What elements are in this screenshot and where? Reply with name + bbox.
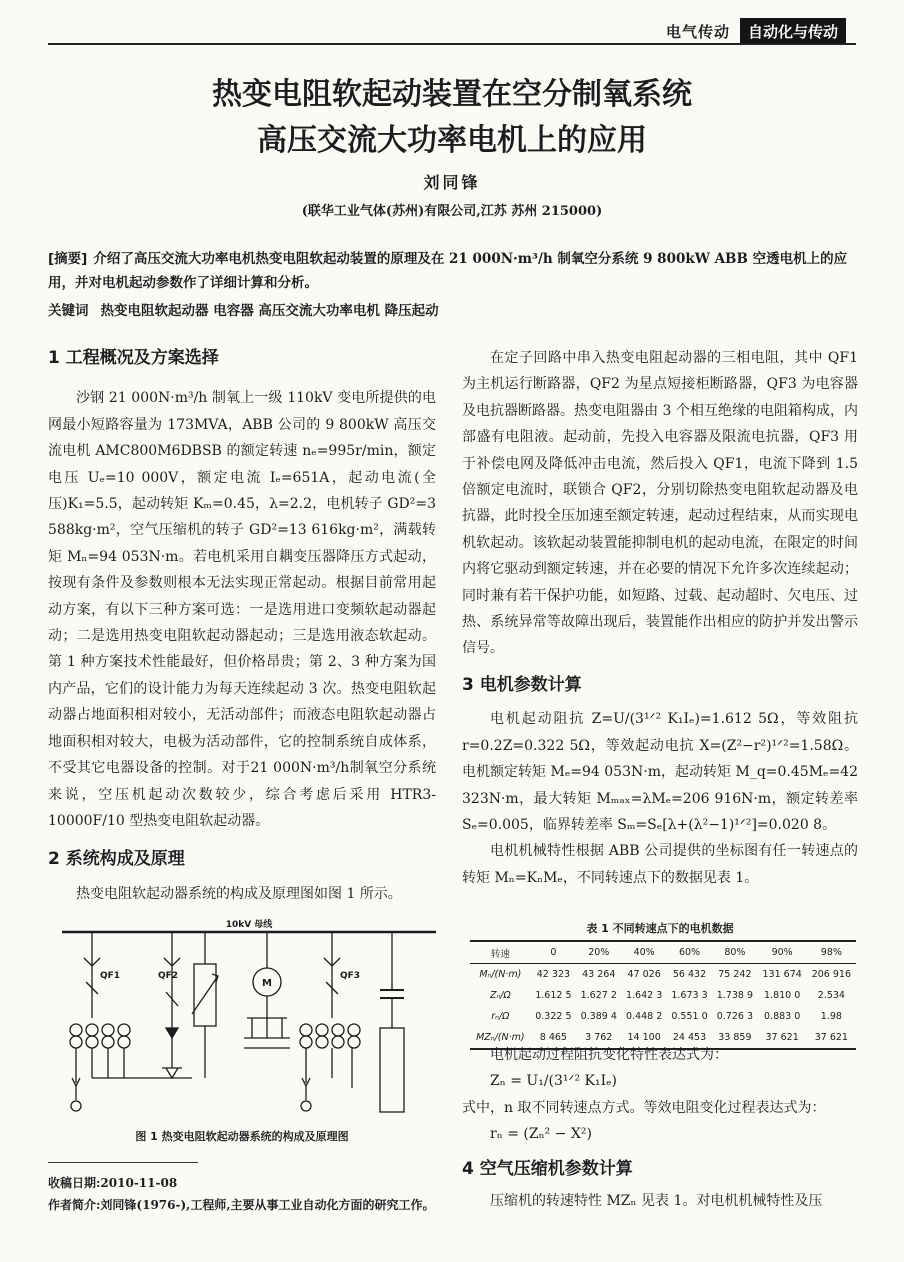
section-3-paragraph-1: 电机起动阻抗 Z=U/(3¹ᐟ² K₁Iₑ)=1.612 5Ω，等效阻抗 r=0.2Z=0.322 5Ω，等效起动电抗 X=(Z²−r²)¹ᐟ²=1.58Ω。电机额定转矩 Mₑ=94 053N·m，起动转矩 M_q=0.45Mₑ=42 323N·m，最大转矩 Mₘₐₓ=λMₑ=206 916N·m，额定转差率 Sₑ=0.005，临界转差率 Sₘ=Sₑ[λ+(λ²−1)¹ᐟ²]=0.020 8。 <box>462 711 858 833</box>
table-header-cell: 0 <box>531 941 576 964</box>
table-header-cell: 20% <box>576 941 621 964</box>
header-section: 电气传动 <box>665 23 730 41</box>
table-cell: 75 242 <box>718 969 752 980</box>
table-cell: 37 621 <box>758 1027 807 1049</box>
table-cell: 0.322 5 <box>535 1011 572 1022</box>
abstract-label: [摘要] <box>48 251 88 267</box>
table-cell: 1.810 0 <box>764 990 801 1001</box>
table-row <box>470 964 856 986</box>
section-2-paragraph: 热变电阻软起动器系统的构成及原理图如图 1 所示。 <box>76 885 402 902</box>
affiliation: (联华工业气体(苏州)有限公司,江苏 苏州 215000) <box>301 204 603 219</box>
table-cell: 2.534 <box>817 990 845 1001</box>
table-cell: 14 100 <box>621 1027 666 1049</box>
author-bio: 作者简介:刘同锋(1976-),工程师,主要从事工业自动化方面的研究工作。 <box>48 1198 435 1212</box>
reactor-box <box>380 1028 404 1112</box>
table-header-cell: 90% <box>758 941 807 964</box>
table-cell: 0.726 3 <box>716 1011 753 1022</box>
figure-1-schematic <box>62 918 436 1128</box>
abstract-text: 介绍了高压交流大功率电机热变电阻软起动装置的原理及在 21 000N·m³/h 制氧空分系统 9 800kW ABB 空透电机上的应用，并对电机起动参数作了详细计算和分析。 <box>48 251 848 291</box>
section-4-paragraph: 压缩机的转速特性 MZₙ 见表 1。对电机机械特性及压 <box>490 1193 823 1210</box>
table-1-caption: 表 1 不同转速点下的电机数据 <box>586 922 734 935</box>
bus-label: 10kV 母线 <box>225 920 273 930</box>
title-line-1: 热变电阻软起动装置在空分制氧系统 <box>212 77 692 112</box>
table-cell: 33 859 <box>712 1027 757 1049</box>
table-cell: 24 453 <box>667 1027 712 1049</box>
figure-1-caption: 图 1 热变电阻软起动器系统的构成及原理图 <box>135 1130 349 1143</box>
table-1 <box>470 940 856 1050</box>
section-3-heading: 3 电机参数计算 <box>462 674 582 695</box>
keywords-text: 热变电阻软起动器 电容器 高压交流大功率电机 降压起动 <box>100 303 439 319</box>
right-column-top <box>462 345 858 891</box>
table-cell: 1.627 2 <box>580 990 617 1001</box>
section-1-paragraph: 沙钢 21 000N·m³/h 制氧上一级 110kV 变电所提供的电网最小短路容量为 173MVA，ABB 公司的 9 800kW 高压交流电机 AMC800M6DBSB 的额定转速 nₑ=995r/min，额定电压 Uₑ=10 000V，额定电流 Iₑ=651A，起动电流(全压)K₁=5.5，起动转矩 Kₘ=0.45，λ=2.2，电机转子 GD²=3 588kg·m²，空气压缩机的转子 GD²=13 616kg·m²，满载转矩 Mₙ=94 053N·m。若电机采用自耦变压器降压方式起动，按现有条件及参数则根本无法实现正常起动。根据目前常用起动方案，有以下三种方案可选：一是选用进口变频软起动器起动；二是选用热变电阻软起动器起动；三是选用液态软起动。第 1 种方案技术性能最好，但价格昂贵；第 2、3 种方案为国内产品，它们的设计能力为每天连续起动 3 次。热变电阻软起动器占地面积相对较小，无活动部件；而液态电阻软起动器占地面积相对较大，电极为活动部件，它的控制系统自成体系，不受其它电器设备的控制。对于21 000N·m³/h制氧空分系统来说，空压机起动次数较少，综合考虑后采用 HTR3-10000F/10 型热变电阻软起动器。 <box>48 390 436 829</box>
formula-z: Zₙ = U₁/(3¹ᐟ² K₁Iₑ) <box>490 1073 617 1090</box>
running-header <box>666 18 846 45</box>
section-2-heading: 2 系统构成及原理 <box>48 849 185 870</box>
table-row <box>470 1006 856 1027</box>
section-1-heading: 1 工程概况及方案选择 <box>48 348 219 368</box>
table-cell: 0.389 4 <box>580 1011 617 1022</box>
header-rule <box>48 43 856 45</box>
table-cell: 37 621 <box>807 1027 856 1049</box>
table-cell: 43 264 <box>582 969 616 980</box>
right-paragraph-1: 在定子回路中串入热变电阻起动器的三相电阻，其中 QF1 为主机运行断路器，QF2 为星点短接柜断路器，QF3 为电容器及电抗器断路器。热变电阻器由 3 个相互绝缘的电阻箱构成，内部盛有电阻液。起动前，先投入电容器及限流电抗器，QF3 用于补偿电网及降低冲击电流，然后投入 QF1，电流下降到 1.5 倍额定电流时，联锁合 QF2，分别切除热变电阻软起动器及电抗器，此时投全压加速至额定转速，起动过程结束，从而实现电机软起动。该软起动装置能抑制电机的起动电流，在限定的时间内将它驱动到额定转速，并在必要的情况下允许多次连续起动；同时兼有若干保护功能，如短路、过载、起动超时、欠电压、过热、系统异常等故障出现后，装置能作出相应的防护并发出警示信号。 <box>462 350 858 657</box>
received-date: 收稿日期:2010-11-08 <box>48 1176 178 1190</box>
table-header-row <box>470 941 856 964</box>
table-cell: 8 465 <box>531 1027 576 1049</box>
footnotes <box>48 1172 436 1216</box>
capacitor-symbol <box>380 990 404 998</box>
table-header-cell: 60% <box>667 941 712 964</box>
formula-r: rₙ = (Zₙ² − X²) <box>490 1126 592 1143</box>
table-cell: 1.642 3 <box>625 990 663 1001</box>
section-3-paragraph-3: 电机起动过程阻抗变化特性表达式为： <box>490 1047 728 1063</box>
qf3-ct-group <box>300 1024 360 1048</box>
section-4-heading: 4 空气压缩机参数计算 <box>462 1158 633 1179</box>
table-header-cell: 80% <box>712 941 757 964</box>
table-cell: 0.448 2 <box>625 1011 663 1022</box>
table-row-label: MZₙ/(N·m) <box>470 1027 531 1049</box>
keywords-label: 关键词 <box>48 303 89 319</box>
author: 刘同锋 <box>423 173 481 192</box>
table-cell: 1.738 9 <box>716 990 753 1001</box>
table-cell: 42 323 <box>536 969 570 980</box>
table-cell: 1.673 3 <box>671 990 708 1001</box>
table-cell: 3 762 <box>576 1027 621 1049</box>
keywords <box>48 299 858 319</box>
table-cell: 1.612 5 <box>535 990 572 1001</box>
qf1-label: QF1 <box>100 971 121 981</box>
table-cell: 1.98 <box>820 1011 842 1022</box>
paper-title <box>0 72 904 164</box>
table-header-cell: 98% <box>807 941 856 964</box>
section-3-paragraph-4: 式中，n 取不同转速点方式。等效电阻变化过程表达式为： <box>462 1099 826 1116</box>
qf1-ct-group <box>70 1024 130 1048</box>
table-cell: 47 026 <box>627 969 661 980</box>
title-line-2: 高压交流大功率电机上的应用 <box>257 123 647 158</box>
table-row-label: rₙ/Ω <box>491 1011 510 1022</box>
table-header-cell: 转速 <box>470 941 531 964</box>
table-cell: 56 432 <box>672 969 707 980</box>
table-row <box>470 985 856 1006</box>
right-column-bottom <box>462 1042 858 1214</box>
table-row-label: Mₙ/(N·m) <box>479 969 522 980</box>
left-column <box>48 345 436 907</box>
abstract <box>48 247 858 295</box>
header-journal: 自动化与传动 <box>740 18 846 45</box>
section-3-paragraph-2: 电机机械特性根据 ABB 公司提供的坐标图有任一转速点的转矩 Mₙ=KₙMₑ，不同转速点下的数据见表 1。 <box>462 843 858 886</box>
qf3-label: QF3 <box>340 971 361 981</box>
table-cell: 0.883 0 <box>764 1011 801 1022</box>
footnote-rule <box>48 1162 198 1163</box>
table-row-label: Zₙ/Ω <box>489 990 511 1001</box>
qf2-label: QF2 <box>158 971 179 981</box>
table-header-cell: 40% <box>621 941 666 964</box>
table-cell: 206 916 <box>811 969 852 980</box>
motor-label: M <box>262 978 272 989</box>
table-cell: 0.551 0 <box>671 1011 708 1022</box>
table-cell: 131 674 <box>762 969 802 980</box>
